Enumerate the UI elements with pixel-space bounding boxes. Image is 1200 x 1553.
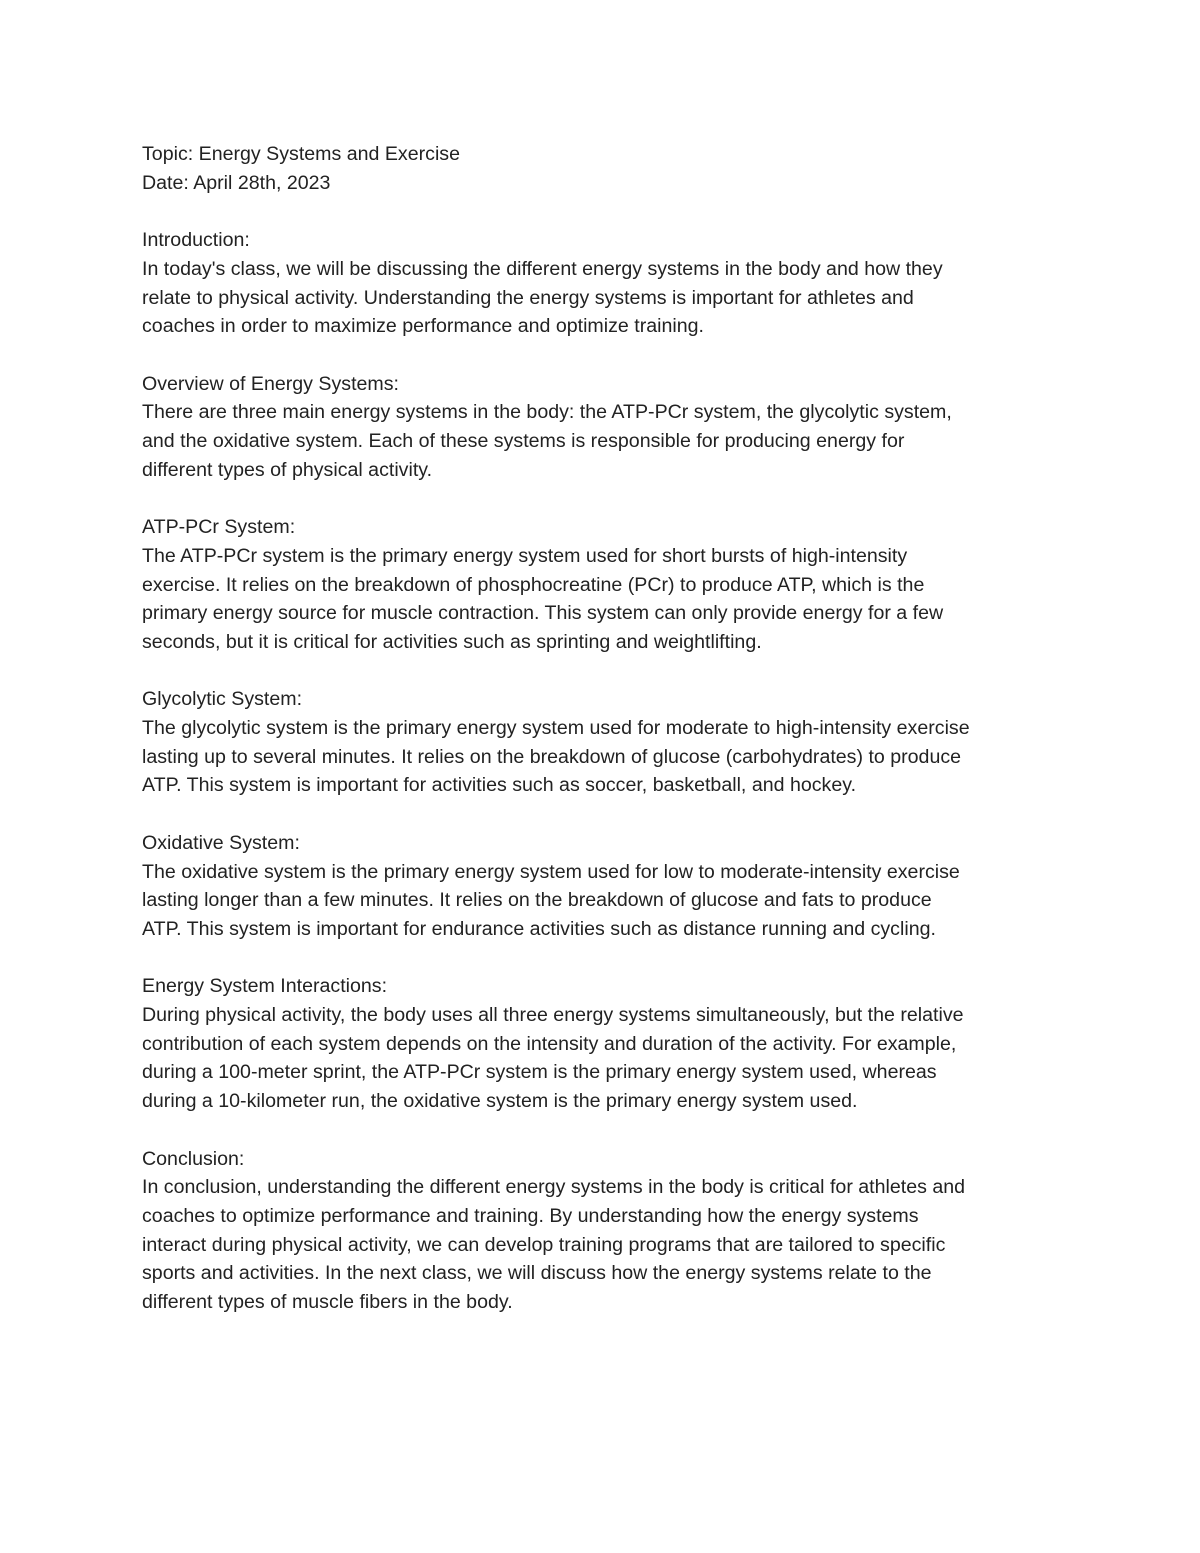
paragraph-line: sports and activities. In the next class, we will discuss how the energy systems relate to the bbox=[142, 1262, 932, 1285]
section-glycolytic bbox=[142, 685, 1072, 800]
section-heading: Introduction: bbox=[142, 229, 250, 252]
paragraph-line: During physical activity, the body uses all three energy systems simultaneously, but the relative bbox=[142, 1004, 964, 1026]
section-overview bbox=[142, 370, 1072, 485]
topic-line: Topic: Energy Systems and Exercise bbox=[142, 143, 460, 165]
paragraph-line: different types of physical activity. bbox=[142, 458, 433, 481]
section-heading: Energy System Interactions: bbox=[142, 975, 388, 998]
paragraph-line: primary energy source for muscle contraction. This system can only provide energy for a few bbox=[142, 602, 944, 625]
paragraph-line: relate to physical activity. Understanding the energy systems is important for athletes and bbox=[142, 286, 914, 309]
paragraph-line: The ATP-PCr system is the primary energy system used for short bursts of high-intensity bbox=[142, 544, 908, 567]
section-heading: Oxidative System: bbox=[142, 831, 300, 854]
paragraph-line: ATP. This system is important for endurance activities such as distance running and cycling. bbox=[142, 917, 936, 940]
paragraph-line: during a 100-meter sprint, the ATP-PCr system is the primary energy system used, whereas bbox=[142, 1061, 937, 1084]
section-heading: Overview of Energy Systems: bbox=[142, 372, 399, 395]
section-atp-pcr bbox=[142, 513, 1072, 657]
section-heading: Glycolytic System: bbox=[142, 688, 303, 711]
paragraph-line: interact during physical activity, we can develop training programs that are tailored to specific bbox=[142, 1233, 946, 1256]
section-heading: Conclusion: bbox=[142, 1147, 245, 1170]
date-line: Date: April 28th, 2023 bbox=[142, 171, 331, 194]
paragraph-line: The glycolytic system is the primary energy system used for moderate to high-intensity exercise bbox=[142, 717, 970, 739]
section-interactions bbox=[142, 972, 1072, 1116]
paragraph-line: lasting up to several minutes. It relies on the breakdown of glucose (carbohydrates) to produce bbox=[142, 745, 962, 768]
section-introduction bbox=[142, 226, 1072, 341]
paragraph-line: exercise. It relies on the breakdown of phosphocreatine (PCr) to produce ATP, which is the bbox=[142, 573, 925, 596]
paragraph-line: seconds, but it is critical for activities such as sprinting and weightlifting. bbox=[142, 630, 762, 653]
paragraph-line: The oxidative system is the primary energy system used for low to moderate-intensity exercise bbox=[142, 860, 960, 883]
section-oxidative bbox=[142, 829, 1072, 944]
paragraph-line: different types of muscle fibers in the body. bbox=[142, 1291, 513, 1314]
section-heading: ATP-PCr System: bbox=[142, 516, 296, 539]
paragraph-line: contribution of each system depends on the intensity and duration of the activity. For example, bbox=[142, 1032, 957, 1055]
paragraph-line: and the oxidative system. Each of these systems is responsible for producing energy for bbox=[142, 430, 905, 452]
paragraph-line: lasting longer than a few minutes. It relies on the breakdown of glucose and fats to produce bbox=[142, 889, 932, 912]
section-conclusion bbox=[142, 1145, 1072, 1317]
paragraph-line: In conclusion, understanding the different energy systems in the body is critical for athletes and bbox=[142, 1176, 966, 1199]
document-body bbox=[142, 140, 1072, 1317]
paragraph-line: There are three main energy systems in the body: the ATP-PCr system, the glycolytic system, bbox=[142, 401, 952, 424]
paragraph-line: coaches in order to maximize performance and optimize training. bbox=[142, 315, 704, 338]
paragraph-line: during a 10-kilometer run, the oxidative system is the primary energy system used. bbox=[142, 1090, 858, 1113]
paragraph-line: In today's class, we will be discussing the different energy systems in the body and how they bbox=[142, 257, 943, 280]
paragraph-line: ATP. This system is important for activities such as soccer, basketball, and hockey. bbox=[142, 774, 857, 797]
paragraph-line: coaches to optimize performance and training. By understanding how the energy systems bbox=[142, 1204, 919, 1227]
